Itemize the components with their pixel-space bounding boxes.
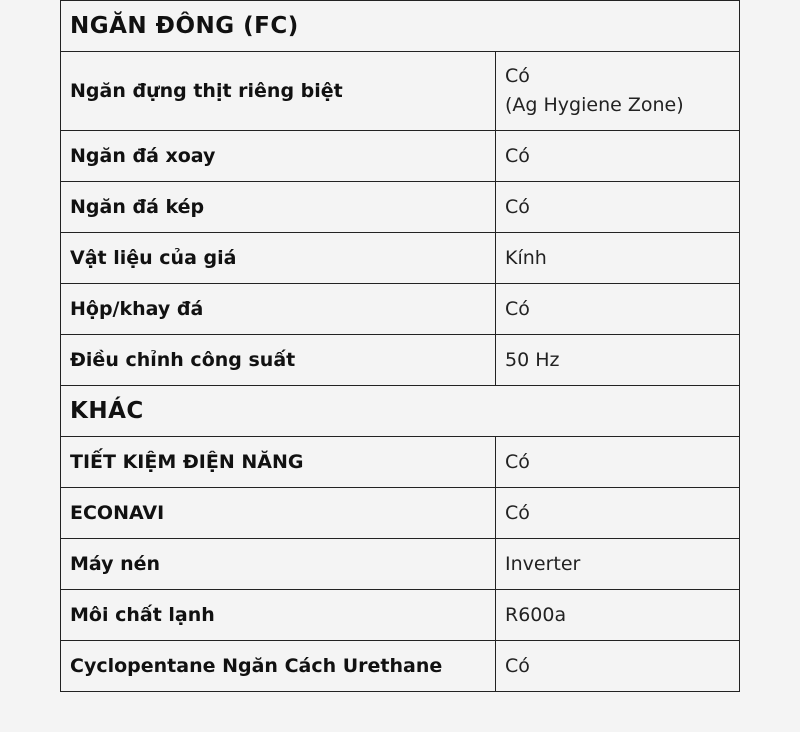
spec-value: 50 Hz — [496, 335, 740, 386]
spec-value — [496, 52, 740, 131]
spec-label: TIẾT KIỆM ĐIỆN NĂNG — [61, 437, 496, 488]
table-row — [61, 233, 740, 284]
spec-label: Ngăn đựng thịt riêng biệt — [61, 52, 496, 131]
table-row — [61, 335, 740, 386]
spec-value: Có — [496, 437, 740, 488]
table-row — [61, 182, 740, 233]
table-row — [61, 131, 740, 182]
spec-value-note: (Ag Hygiene Zone) — [505, 94, 684, 116]
spec-value: Có — [496, 284, 740, 335]
spec-value: Có — [496, 488, 740, 539]
spec-label: Hộp/khay đá — [61, 284, 496, 335]
section-header-other — [61, 386, 740, 437]
spec-value: Kính — [496, 233, 740, 284]
spec-label: ECONAVI — [61, 488, 496, 539]
spec-value: Có — [496, 641, 740, 692]
section-title: NGĂN ĐÔNG (FC) — [61, 1, 740, 52]
spec-value: Inverter — [496, 539, 740, 590]
spec-label: Vật liệu của giá — [61, 233, 496, 284]
table-row — [61, 284, 740, 335]
spec-label: Cyclopentane Ngăn Cách Urethane — [61, 641, 496, 692]
spec-value: Có — [496, 182, 740, 233]
spec-table — [60, 0, 740, 692]
table-row — [61, 590, 740, 641]
section-header-freezer — [61, 1, 740, 52]
spec-label: Ngăn đá xoay — [61, 131, 496, 182]
spec-value: Có — [496, 131, 740, 182]
table-row — [61, 437, 740, 488]
spec-label: Ngăn đá kép — [61, 182, 496, 233]
spec-label: Môi chất lạnh — [61, 590, 496, 641]
spec-value: R600a — [496, 590, 740, 641]
table-row — [61, 488, 740, 539]
section-title: KHÁC — [61, 386, 740, 437]
spec-label: Máy nén — [61, 539, 496, 590]
spec-label: Điều chỉnh công suất — [61, 335, 496, 386]
table-row — [61, 641, 740, 692]
table-row — [61, 539, 740, 590]
table-row — [61, 52, 740, 131]
spec-value-main: Có — [505, 65, 530, 87]
